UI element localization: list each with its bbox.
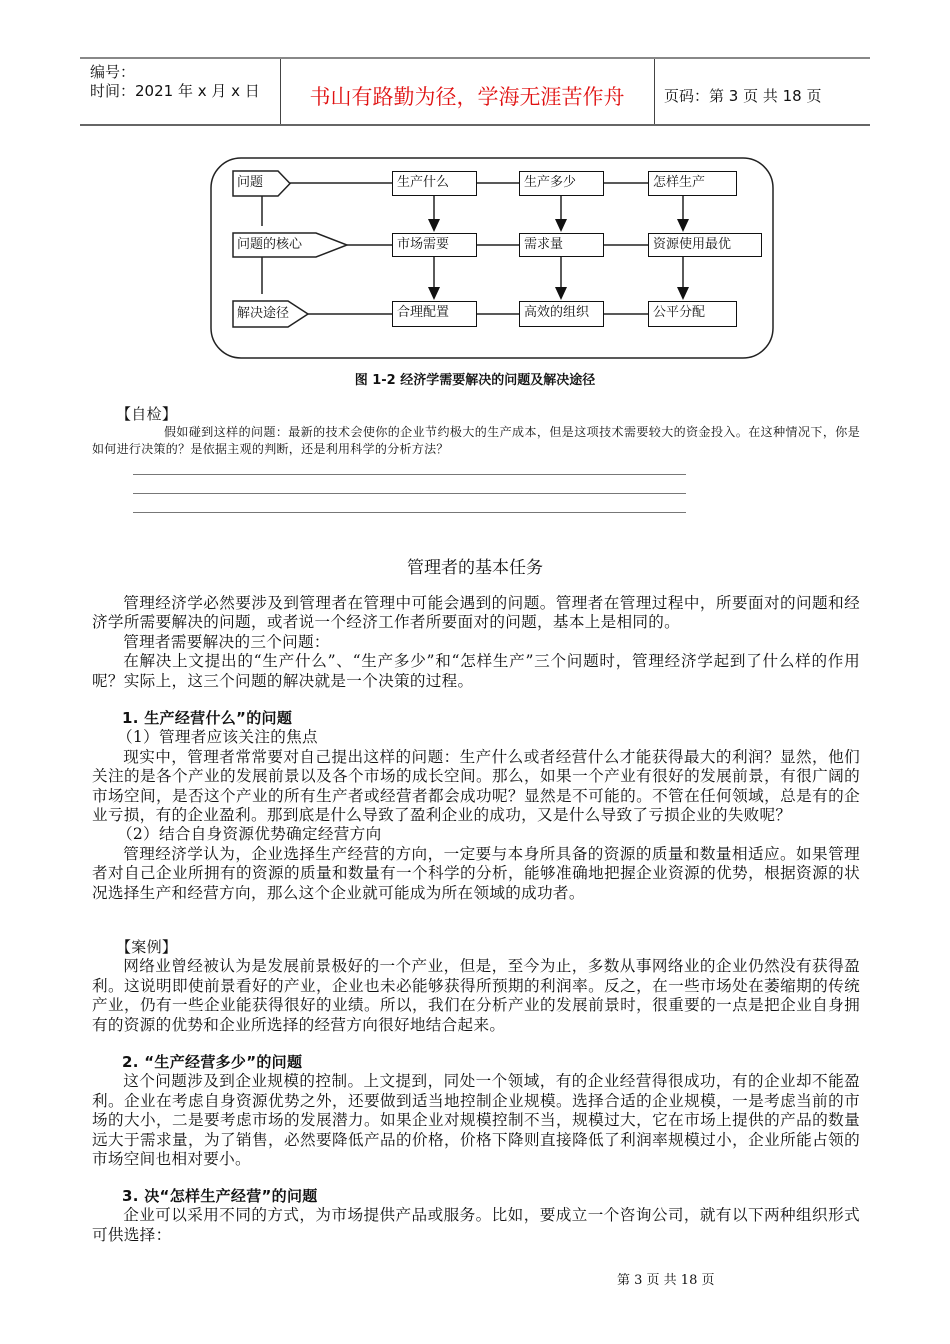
diagram-box: 生产什么 [392, 171, 477, 196]
answer-line [133, 493, 686, 494]
self-check [92, 405, 860, 458]
heading: 【案例】 [116, 938, 178, 956]
motto: 书山有路勤为径，学海无涯苦作舟 [309, 85, 625, 109]
subheading: （1）管理者应该关注的焦点 [116, 728, 318, 747]
diagram-box: 生产多少 [519, 171, 604, 196]
paragraph: 现实中，管理者常常要对自己提出这样的问题：生产什么或者经营什么才能获得最大的利润？显然，他们关注的是各个产业的发展前景以及各个市场的成长空间。那么，如果一个产业有很好的发展前景，有很广阔的市场空间，是否这个产业的所有生产者或经营者都会成功呢？显然是不可能的。不管在任何领域，总是有的企业亏损，有的企业盈利。那到底是什么导致了盈利企业的成功，又是什么导致了亏损企业的失败呢？ [92, 747, 860, 825]
paragraph: 管理经济学认为，企业选择生产经营的方向，一定要与本身所具备的资源的质量和数量相适应。如果管理者对自己企业所拥有的资源的质量和数量有一个科学的分析，能够准确地把握企业资源的优势，根据资源的状况选择生产和经营方向，那么这个企业就可能成为所在领域的成功者。 [92, 844, 860, 902]
paragraph: 网络业曾经被认为是发展前景极好的一个产业，但是，至今为止，多数从事网络业的企业仍然没有获得盈利。这说明即使前景看好的产业，企业也未必能够获得所预期的利润率。反之，在一些市场处在萎缩期的传统产业，仍有一些企业能获得很好的业绩。所以，我们在分析产业的发展前景时，很重要的一点是把企业自身拥有的资源的优势和企业所选择的经营方向很好地结合起来。 [92, 957, 860, 1034]
answer-line [133, 512, 686, 513]
heading: 2. “生产经营多少”的问题 [122, 1053, 303, 1071]
section-3 [92, 1187, 860, 1245]
page-info: 页码：第 3 页 共 18 页 [664, 87, 822, 105]
diagram-box: 需求量 [519, 233, 604, 257]
paragraph: 在解决上文提出的“生产什么”、“生产多少”和“怎样生产”三个问题时，管理经济学起到了什么样的作用呢？实际上，这三个问题的解决就是一个决策的过程。 [92, 652, 860, 690]
diagram-box: 怎样生产 [648, 171, 737, 196]
row-label-core: 问题的核心 [237, 237, 303, 252]
diagram-box: 合理配置 [392, 301, 477, 327]
paragraph: 管理经济学必然要涉及到管理者在管理中可能会遇到的问题。管理者在管理过程中，所要面对的问题和经济学所需要解决的问题，或者说一个经济工作者所要面对的问题，基本上是相同的。 [92, 594, 860, 632]
case [92, 938, 860, 1035]
section-title: 管理者的基本任务 [407, 558, 543, 578]
paragraph: 这个问题涉及到企业规模的控制。上文提到，同处一个领域，有的企业经营得很成功，有的企业却不能盈利。企业在考虑自身资源优势之外，还要做到适当地控制企业规模。选择合适的企业规模，一是考虑当前的市场的大小，二是要考虑市场的发展潜力。如果企业对规模控制不当，规模过大，它在市场上提供的产品的数量远大于需求量，为了销售，必然要降低产品的价格，价格下降则直接降低了利润率规模过小，企业所能占领的市场空间也相对要小。 [92, 1072, 860, 1169]
row-label-solution: 解决途径 [237, 306, 290, 321]
heading: 1. 生产经营什么”的问题 [122, 709, 293, 727]
page-footer: 第 3 页 共 18 页 [617, 1273, 715, 1288]
subheading: （2）结合自身资源优势确定经营方向 [116, 825, 382, 844]
diagram-box: 高效的组织 [519, 301, 604, 327]
self-check-heading: 【自检】 [116, 405, 178, 423]
paragraph: 企业可以采用不同的方式，为市场提供产品或服务。比如，要成立一个咨询公司，就有以下两种组织形式可供选择： [92, 1206, 860, 1244]
paragraph: 管理者需要解决的三个问题： [123, 632, 330, 651]
diagram-lines [0, 0, 950, 400]
flow-diagram [0, 0, 950, 400]
row-label-problem: 问题 [237, 175, 264, 190]
number-label: 编号： [90, 63, 136, 81]
diagram-box: 公平分配 [648, 301, 737, 327]
figure-caption: 图 1-2 经济学需要解决的问题及解决途径 [354, 373, 596, 388]
diagram-box: 资源使用最优 [648, 233, 762, 257]
answer-line [133, 474, 686, 475]
heading: 3. 决“怎样生产经营”的问题 [122, 1187, 318, 1205]
self-check-text: 假如碰到这样的问题：最新的技术会使你的企业节约极大的生产成本，但是这项技术需要较大的资金投入。在这种情况下，你是如何进行决策的？是依据主观的判断，还是利用科学的分析方法？ [92, 425, 860, 457]
time-label: 时间：2021 年 x 月 x 日 [90, 82, 260, 100]
section-2 [92, 1053, 860, 1169]
intro [92, 594, 860, 691]
diagram-box: 市场需要 [392, 233, 477, 257]
section-1 [92, 709, 860, 903]
